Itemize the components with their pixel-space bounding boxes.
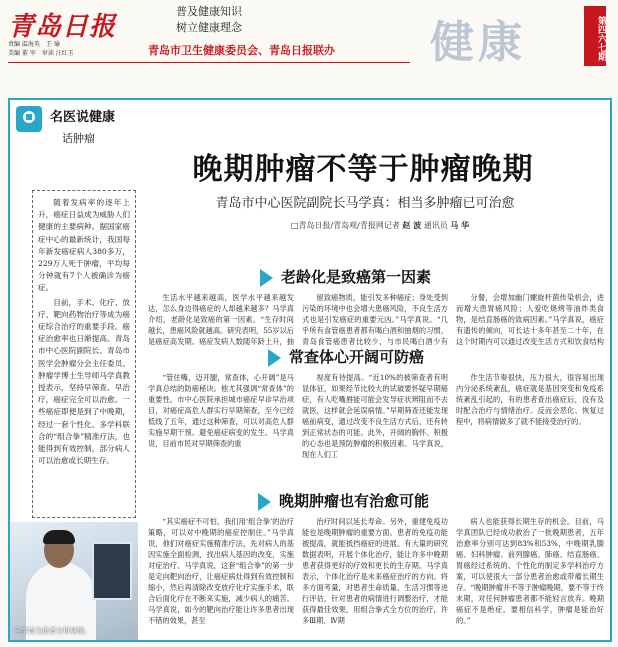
newspaper-logo: 青岛日报 — [8, 12, 117, 42]
article-headline: 晚期肿瘤不等于肿瘤晚期 — [192, 152, 534, 187]
section-1-col-2: 留致癌物质，能引发多种癌症；身处受到污染的环境中也会增大患癌风险，不良生活方式也是引发癌症的重要元凶。”马学真说。“几乎所有食管癌患者都有喝白酒和抽烟的习惯，青岛食管癌患者比较少，与市民喝白酒少有 — [302, 293, 448, 346]
slogan-line-2: 树立健康理念 — [176, 21, 242, 34]
intro-paragraph-2: 目前，手术、化疗、放疗、靶向药物治疗等成为癌症综合治疗的重要手段。癌症治愈率也日渐提高。青岛市中心医院副院长、青岛市医学会肿瘤分会主任委员、肿瘤学博士生导师马学真教授表示，坚持早筛查、早治疗，癌症完全可以治愈。一些癌症即便是到了中晚期，经过一套个性化、多学科联合的“组合拳”精准疗法，也能得到有效控制，部分病人可以治愈或长期生存。 — [38, 297, 130, 466]
photo-xray-film — [92, 542, 132, 600]
section-2-col-1: “管住嘴，迈开腿，常查体，心开阔”是马学真总结的防癌秘诀。他尤其强调“常查体”的重要性。市中心医院承担城市癌症早诊早治项目，对癌症高危人群实行早期筛查，至今已经低线了五年，通过这种筛查，可以对高危人群实施早期干预。避免癌症病变的发生。马学真说，目前市民对早期筛查的重 — [148, 373, 294, 448]
intro-box — [32, 190, 136, 518]
column-name: 名医说健康 — [50, 110, 116, 125]
article-subheadline: 青岛市中心医院副院长马学真：相当多肿瘤已可治愈 — [215, 196, 515, 211]
triangle-icon — [268, 349, 281, 367]
photo-hair — [43, 530, 75, 544]
article-frame — [8, 98, 612, 642]
issue-badge: 第四六七期 — [584, 6, 606, 66]
credits-line-1: 责编 温海英 王 瑜 — [8, 41, 60, 48]
column-label — [10, 100, 122, 160]
section-2-col-3: 作生活节奏很快，压力很大，很容易出现内分泌系统紊乱，癌症就是基因突变和免疫系统紊乱引起的，有的患者查出癌症后，没有及时配合治疗与情绪治疗。反而会恶化、恢复过程中，将病情做多了就不能接受治疗的。 — [456, 373, 604, 426]
byline-reporter: 赵 波 — [402, 221, 422, 230]
section-1-title: 老龄化是致癌第一因素 — [281, 268, 432, 286]
triangle-icon — [260, 269, 273, 287]
section-1-heading — [260, 266, 431, 287]
editor-credits — [8, 40, 74, 58]
doctor-photo — [10, 522, 138, 640]
sponsor-line: 青岛市卫生健康委员会、青岛日报联办 — [148, 44, 335, 57]
byline-prefix: □青岛日报/青岛观/青报网记者 — [290, 221, 400, 230]
header-divider — [8, 62, 410, 63]
byline-mid: 通讯员 — [423, 221, 448, 230]
section-2-col-2: 视度有待提高。“近10%的被筛查者有明显体征，如果经节比较大的试破要怀疑早期癌症，有人吃嘴唇能可能会发导症状辨阻而不去就医，这样就会延误病情。”早期筛查还能发现癌前病变，通过改变不良生活方式后，还有转到正常状态的可能。此外，开阔的胸怀、积极的心态也是预防肿瘤的积极因素。马学真说，现在人们工 — [302, 373, 448, 459]
section-3-heading — [258, 490, 429, 511]
article-byline — [210, 220, 550, 231]
doctor-icon — [16, 106, 42, 132]
credits-line-2: 美编 董 军 审读 汪红玉 — [8, 50, 74, 57]
triangle-icon — [258, 493, 271, 511]
slogan — [176, 4, 242, 36]
section-2-heading — [268, 346, 424, 367]
section-1-col-1: 生活水平越来越高，医学水平越来越发达，怎么身边得癌症的人却越来越多？马学真介绍，老龄化是致癌的第一因素。“生存时间越长，患癌风险就越高。研究表明，55岁以后是癌症高发期。癌症发病人数随年龄上升，抽 — [148, 293, 294, 346]
section-title: 健康 — [430, 17, 526, 68]
column-subtitle: 话肿瘤 — [62, 132, 95, 145]
section-3-col-2: 治疗时间以延长寿命。另外，重建免疫功能也是晚期肿瘤的重要方面。患者的免疫功能被提高，就能抵挡癌症的进展。有大量的研究数据表明，开展个体化治疗，能让许多中晚期患者获得更好的疗效和更长的生存期。马学真表示，个体化治疗是未来癌症治疗的方向。将多方面考量，对患者生命质量、生活习惯等进行评估，针对患者的病情进行调整治疗，才能获得最佳效果，用组合拳式全方位的治疗，许多Ⅲ期、Ⅳ期 — [302, 517, 448, 625]
section-2-title: 常查体心开阔可防癌 — [289, 348, 425, 366]
byline-correspondent: 马 华 — [450, 221, 470, 230]
section-3-col-1: “其实癌症不可怕，我们用‘组合拳’的治疗策略，可以对中晚期的癌症控制住。”马学真说，他们对癌症实施精准疗法，先对病人的基因实施全面检测，找出病人基因的改变，实施对症治疗。马学真说，这套“组合拳”的第一步是定向靶向治疗，让癌症病灶得到有效控制和缩小，然后再清除改变放疗化疗实施手术，联合后面化疗在不断来实施，减少病人的痛苦。马学真说，如今的靶向治疗能让许多患者出现不错的效果，甚至 — [148, 517, 294, 625]
section-3-title: 晚期肿瘤也有治愈可能 — [279, 492, 430, 510]
slogan-line-1: 普及健康知识 — [176, 5, 242, 18]
section-1-col-3: 分餐，会增加幽门螺旋杆菌传染机会，进而增大患胃癌风险；人爱吃烧烤等油炸类食物，是结直肠癌的致病因素。”马学真说，癌症有遗传的倾向，可长达十多年甚至二十年，在这个时期内可以通过改变生活方式和饮食结构 — [456, 293, 604, 346]
photo-caption: 马学真为患者分析病情。 — [14, 627, 91, 635]
masthead — [0, 0, 618, 96]
intro-paragraph-1: 随着发病率的逐年上升，癌症日益成为威胁人们健康的主要病种。据国家癌症中心的最新统计，我国每年新发癌症病人380多万，229万人死于肿瘤，平均每分钟就有7个人被确诊为癌症。 — [38, 198, 130, 293]
section-3-col-3: 病人也能获得长期生存的机会。目前，马学真团队已经成功救治了一批晚期患者，五年治愈率分别可达到83%和53%，中晚期乳腺癌、妇科肿瘤、前列腺癌、肺癌、结直肠癌、胃癌经过系统的、个性化的制定多学科治疗方案，可以使很大一部分患者治愈或带瘤长期生存。“晚期肿瘤并不等于肿瘤晚期，要不等于终末期，对任何肿瘤患者都不能轻言放弃。晚期癌症不是绝症，要相信科学，肿瘤是能治好的。” — [456, 517, 604, 625]
